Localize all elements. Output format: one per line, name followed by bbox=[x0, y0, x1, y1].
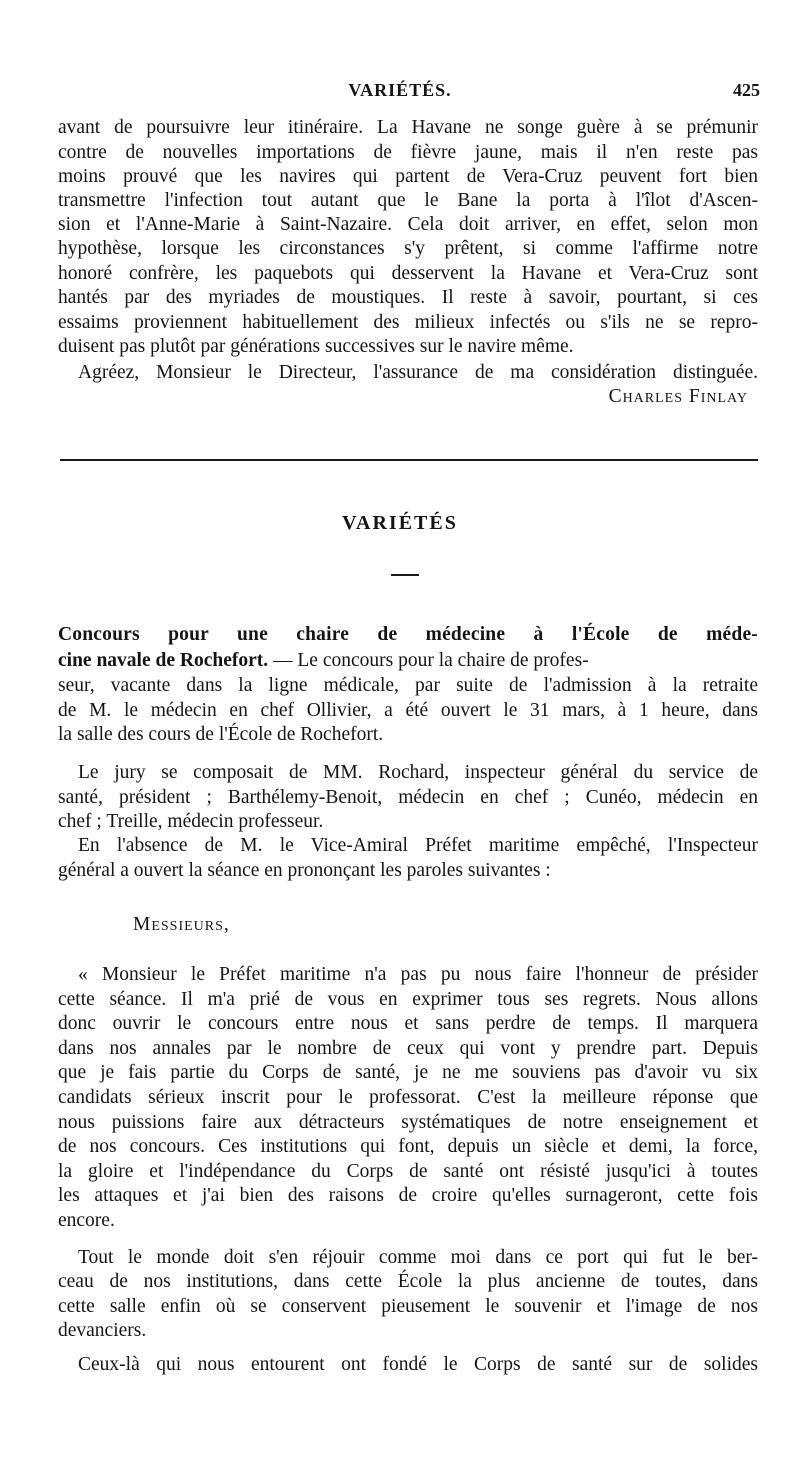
speech-line: candidats sérieux inscrit pour le professorat. C'est la meilleure réponse que bbox=[58, 1087, 758, 1108]
article-line: chef ; Treille, médecin professeur. bbox=[58, 811, 324, 832]
article-line: santé, président ; Barthélemy-Benoit, médecin en chef ; Cunéo, médecin en bbox=[58, 787, 758, 808]
speech-line: la gloire et l'indépendance du Corps de santé ont résisté jusqu'ici à toutes bbox=[58, 1161, 758, 1182]
speech-line: que je fais partie du Corps de santé, je ne me souviens pas d'avoir vu six bbox=[58, 1062, 758, 1083]
section-divider bbox=[391, 574, 419, 576]
speech-line: Tout le monde doit s'en réjouir comme moi dans ce port qui fut le ber- bbox=[78, 1247, 758, 1268]
speech-line: Ceux-là qui nous entourent ont fondé le Corps de santé sur de solides bbox=[78, 1354, 758, 1375]
letter-line: duisent pas plutôt par générations successives sur le navire même. bbox=[58, 336, 574, 357]
speech-line: devanciers. bbox=[58, 1320, 147, 1341]
letter-line: moins prouvé que les navires qui partent de Vera-Cruz peuvent fort bien bbox=[58, 166, 758, 187]
speech-line: « Monsieur le Préfet maritime n'a pas pu nous faire l'honneur de présider bbox=[78, 964, 758, 985]
speech-line: nous puissions faire aux détracteurs systématiques de notre enseignement et bbox=[58, 1112, 758, 1133]
article-line: En l'absence de M. le Vice-Amiral Préfet maritime empêché, l'Inspecteur bbox=[78, 835, 758, 856]
speech-line: encore. bbox=[58, 1210, 115, 1231]
letter-line: sion et l'Anne-Marie à Saint-Nazaire. Cela doit arriver, en effet, selon mon bbox=[58, 214, 758, 235]
article-line: la salle des cours de l'École de Rochefort. bbox=[58, 724, 384, 745]
speech-line: ceau de nos institutions, dans cette École la plus ancienne de toutes, dans bbox=[58, 1271, 758, 1292]
letter-line: avant de poursuivre leur itinéraire. La Havane ne songe guère à se prémunir bbox=[58, 117, 758, 138]
letter-closing: Agréez, Monsieur le Directeur, l'assurance de ma considération distinguée. bbox=[78, 362, 758, 383]
article-lead-text: — Le concours pour la chaire de profes- bbox=[273, 650, 589, 671]
page-number: 425 bbox=[733, 80, 760, 100]
speech-line: donc ouvrir le concours entre nous et sans perdre de temps. Il marquera bbox=[58, 1013, 758, 1034]
article-line: seur, vacante dans la ligne médicale, par suite de l'admission à la retraite bbox=[58, 675, 758, 696]
section-title: VARIÉTÉS bbox=[342, 512, 458, 534]
letter-line: transmettre l'infection tout autant que le Bane la porta à l'îlot d'Ascen- bbox=[58, 190, 758, 211]
letter-line: essaims proviennent habituellement des milieux infectés ou s'ils ne se repro- bbox=[58, 312, 758, 333]
running-title: VARIÉTÉS. bbox=[348, 80, 452, 100]
section-rule bbox=[60, 459, 758, 461]
letter-line: hantés par des myriades de moustiques. Il reste à savoir, pourtant, si ces bbox=[58, 287, 758, 308]
letter-line: contre de nouvelles importations de fièvre jaune, mais il n'en reste pas bbox=[58, 142, 758, 163]
speech-line: cette séance. Il m'a prié de vous en exprimer tous ses regrets. Nous allons bbox=[58, 989, 758, 1010]
speech-line: cette salle enfin où se conservent pieusement le souvenir et l'image de nos bbox=[58, 1296, 758, 1317]
article-line: général a ouvert la séance en prononçant les paroles suivantes : bbox=[58, 860, 551, 881]
salutation: Messieurs, bbox=[133, 914, 230, 935]
article-line: de M. le médecin en chef Ollivier, a été ouvert le 31 mars, à 1 heure, dans bbox=[58, 700, 758, 721]
article-line: Le jury se composait de MM. Rochard, inspecteur général du service de bbox=[78, 762, 758, 783]
letter-line: hypothèse, lorsque les circonstances s'y prêtent, si comme l'affirme notre bbox=[58, 238, 758, 259]
speech-line: les attaques et j'ai bien des raisons de croire qu'elles surnageront, cette fois bbox=[58, 1185, 758, 1206]
speech-line: dans nos annales par le nombre de ceux qui vont y prendre part. Depuis bbox=[58, 1038, 758, 1059]
article-heading: Concours pour une chaire de médecine à l'École de méde- bbox=[58, 624, 758, 645]
article-heading-end: cine navale de Rochefort. bbox=[58, 650, 269, 671]
speech-line: de nos concours. Ces institutions qui font, depuis un siècle et demi, la force, bbox=[58, 1136, 758, 1157]
article-lead-line bbox=[58, 648, 758, 673]
letter-line: honoré confrère, les paquebots qui desservent la Havane et Vera-Cruz sont bbox=[58, 263, 758, 284]
signature: Charles Finlay bbox=[608, 386, 748, 407]
